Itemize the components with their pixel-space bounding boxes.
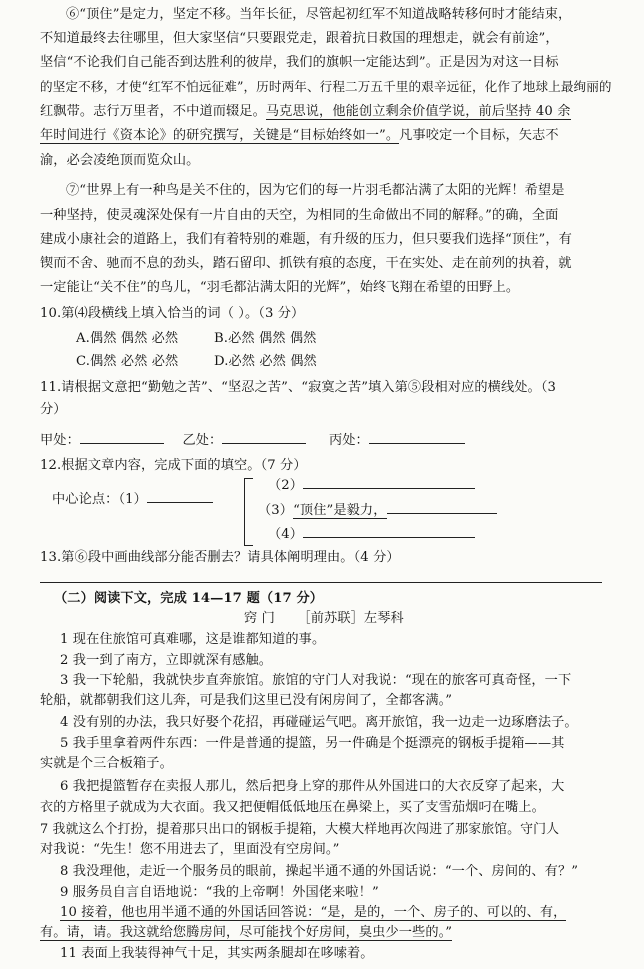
q12-item3: （3）“顶住”是毅力，	[258, 499, 508, 522]
section-divider	[40, 582, 602, 583]
q10-option-c: C.偶然 必然 必然	[76, 354, 179, 369]
q12-item3-blank[interactable]	[387, 499, 497, 514]
para6-line7: 渝，必会凌绝顶而览众山。	[40, 153, 200, 168]
para7-line3: 建成小康社会的道路上，我们有着特别的难题，有升级的压力，但只要我们选择“顶住”，有	[40, 232, 572, 247]
q11-bing-label: 丙处：	[328, 433, 369, 448]
q11-answer-row	[40, 429, 620, 452]
q12-item2: （2）	[268, 474, 508, 497]
story-p6-line1: 6 我把提篮暂存在卖报人那儿，然后把身上穿的那件从外国进口的大衣反穿了起来，大	[60, 778, 565, 794]
para6-underlined-a: 马克思说，他能创立剩余价值学说，前后坚持 40 余	[265, 104, 571, 119]
story-p2: 2 我一到了南方，立即就深有感触。	[60, 652, 273, 668]
q12-item4-blank[interactable]	[303, 523, 475, 538]
story-p8: 8 我没理他，走近一个服务员的眼前，操起半通不通的外国话说：“一个、房间的、有？”	[60, 863, 579, 879]
q10-option-b: B.必然 偶然 偶然	[214, 331, 317, 346]
story-p10-line2: 有。请，请。我这就给您腾房间，尽可能找个好房间，臭虫少一些的。”	[40, 924, 453, 940]
q11-stem: 11.请根据文意把“勤勉之苦”、“坚忍之苦”、“寂寞之苦”填入第⑤段相对应的横线处。（3	[40, 380, 556, 395]
story-p9: 9 服务员自言自语地说：“我的上帝啊！外国佬来啦！”	[60, 884, 379, 900]
q11-yi-label: 乙处：	[182, 433, 223, 448]
story-p6-line2: 衣的方格里子就成为大衣面。我又把便帽低低地压在鼻梁上，买了支雪茄烟叼在嘴上。	[40, 800, 545, 816]
para6-line1: ⑥“顶住”是定力，坚定不移。当年长征，尽管起初红军不知道战略转移何时才能结束，	[66, 7, 572, 22]
para6-line6: 年时间进行《资本论》的研究撰写，关键是“目标始终如一”。凡事咬定一个目标，矢志不	[40, 128, 559, 143]
q12-center-blank[interactable]	[147, 488, 213, 503]
para6-underlined-b: 年时间进行《资本论》的研究撰写，关键是“目标始终如一”。	[40, 128, 400, 143]
story-p5-line2: 实就是个三合板箱子。	[40, 755, 173, 771]
q12-item2-blank[interactable]	[303, 474, 475, 489]
q10-stem: 10.第⑷段横线上填入恰当的词（ ）。（3 分）	[40, 306, 305, 321]
para6-line3: 坚信“不论我们自己能否到达胜利的彼岸，我们的旗帜一定能达到”。正是因为对这一目标	[40, 55, 559, 70]
story-title-line	[244, 608, 604, 630]
para7-line2: 一种坚持，使灵魂深处保有一片自由的天空，为相同的生命做出不同的解释。”的确，全面	[40, 208, 559, 223]
story-p3-line1: 3 我一下轮船，我就快步直奔旅馆。旅馆的守门人对我说：“现在的旅客可真奇怪，一下	[60, 673, 572, 689]
story-p4: 4 没有别的办法，我只好娶个花招，再碰碰运气吧。离开旅馆，我一边走一边琢磨法子。	[60, 715, 578, 731]
para7-line5: 一定能让“关不住”的鸟儿，“羽毛都沾满太阳的光辉”，始终飞翔在希望的田野上。	[40, 280, 520, 295]
q12-stem: 12.根据文章内容，完成下面的填空。（7 分）	[40, 458, 307, 473]
story-title: 窍 门	[244, 610, 275, 626]
para7-line1: ⑦“世界上有一种鸟是关不住的，因为它们的每一片羽毛都沾满了太阳的光辉！希望是	[66, 183, 565, 198]
story-p10-line1: 10 接着，他也用半通不通的外国话回答说：“是，是的，一个、房子的、可以的、有，	[60, 905, 567, 921]
story-p7-line2: 对我说：“先生！您不用进去了，里面没有空房间。”	[40, 842, 340, 858]
q11-jia-blank[interactable]	[80, 429, 164, 444]
q12-center-thesis: 中心论点：（1）	[52, 488, 252, 511]
q12-item4: （4）	[268, 523, 508, 546]
para6-line5: 红飘带。志行万里者，不中道而辍足。马克思说，他能创立剩余价值学说，前后坚持 40 余	[40, 104, 571, 119]
q11-stem-cont: 分）	[40, 402, 67, 417]
q10-option-d: D.必然 必然 偶然	[214, 354, 317, 369]
story-p1: 1 现在住旅馆可真难哪，这是谁都知道的事。	[60, 632, 326, 648]
q11-jia-label: 甲处：	[40, 433, 80, 448]
q11-yi-blank[interactable]	[222, 429, 306, 444]
section2-heading: （二）阅读下文，完成 14—17 题（17 分）	[54, 591, 324, 606]
q10-option-a: A.偶然 偶然 必然	[76, 331, 179, 346]
story-p3-line2: 轮船，就都朝我们这儿奔，可是我们这里已没有闲房间了，全都客满。”	[40, 693, 453, 709]
q11-bing-blank[interactable]	[369, 429, 465, 444]
story-author: ［前苏联］左琴科	[297, 610, 404, 626]
story-p11: 11 表面上我装得神气十足，其实两条腿却在哆嗦着。	[60, 946, 374, 962]
story-p7-line1: 7 我就这么个打扮，提着那只出口的钢板手提箱，大模大样地再次闯进了那家旅馆。守门人	[40, 821, 560, 837]
para6-line2: 不知道最终去往哪里，但大家坚信“只要跟党走，跟着抗日救国的理想走，就会有前途”，	[40, 31, 559, 46]
q12-brace	[244, 478, 253, 546]
para7-line4: 锲而不舍、驰而不息的劲头，踏石留印、抓铁有痕的态度，干在实处、走在前列的执着，就	[40, 256, 572, 271]
q13-stem: 13.第⑥段中画曲线部分能否删去？请具体阐明理由。（4 分）	[40, 550, 400, 565]
para6-line4: 的坚定不移，才使“红军不怕远征难”，历时两年、行程二万五千里的艰辛远征，化作了地球上最绚丽的	[40, 79, 612, 94]
story-p5-line1: 5 我手里拿着两件东西：一件是普通的提篮，另一件确是个挺漂亮的钢板手提箱——其	[60, 735, 565, 751]
